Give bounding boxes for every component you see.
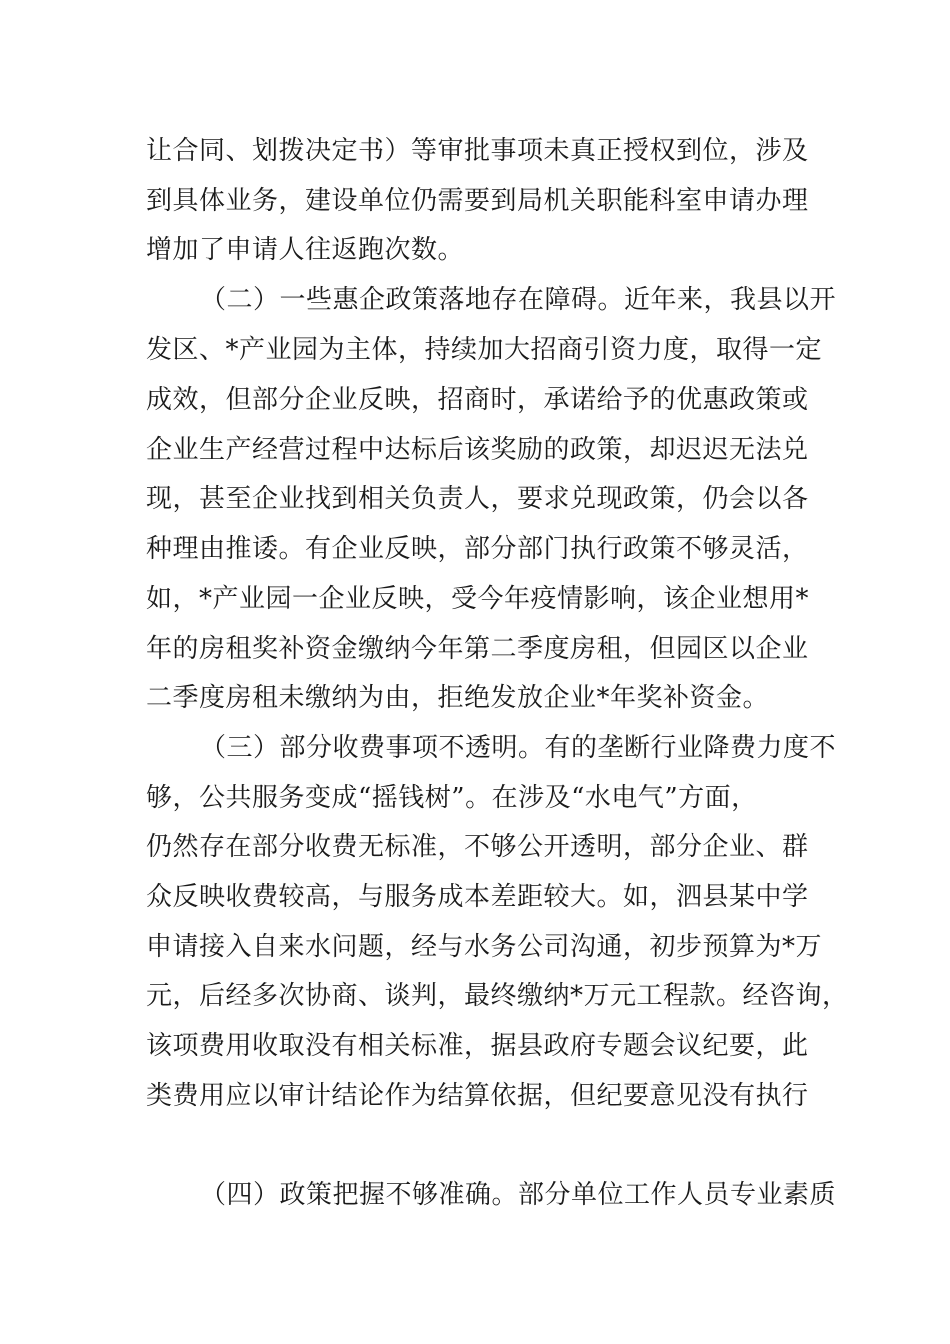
text-line: 年的房租奖补资金缴纳今年第二季度房租，但园区以企业 bbox=[146, 634, 809, 664]
text-line: 到具体业务，建设单位仍需要到局机关职能科室申请办理 bbox=[146, 186, 809, 216]
text-line: 现，甚至企业找到相关负责人，要求兑现政策，仍会以各 bbox=[146, 484, 809, 514]
text-line: 让合同、划拨决定书）等审批事项未真正授权到位，涉及 bbox=[146, 136, 809, 166]
text-line: 成效，但部分企业反映，招商时，承诺给予的优惠政策或 bbox=[146, 385, 809, 415]
text-line: 仍然存在部分收费无标准，不够公开透明，部分企业、群 bbox=[146, 832, 809, 862]
text-line: 企业生产经营过程中达标后该奖励的政策，却迟迟无法兑 bbox=[146, 435, 809, 465]
text-line: 够，公共服务变成“摇钱树”。在涉及“水电气”方面， bbox=[146, 783, 758, 813]
text-line: 类费用应以审计结论作为结算依据，但纪要意见没有执行 bbox=[146, 1081, 809, 1111]
text-line: 二季度房租未缴纳为由，拒绝发放企业*年奖补资金。 bbox=[146, 683, 770, 713]
paragraph-heading-4: （四）政策把握不够准确。部分单位工作人员专业素质 bbox=[200, 1180, 837, 1210]
paragraph-heading-3: （三）部分收费事项不透明。有的垄断行业降费力度不 bbox=[200, 733, 837, 763]
text-line: 众反映收费较高，与服务成本差距较大。如，泗县某中学 bbox=[146, 882, 809, 912]
text-line: 元，后经多次协商、谈判，最终缴纳*万元工程款。经咨询， bbox=[146, 981, 849, 1011]
text-line: 如，*产业园一企业反映，受今年疫情影响，该企业想用* bbox=[146, 584, 810, 614]
paragraph-heading-2: （二）一些惠企政策落地存在障碍。近年来，我县以开 bbox=[200, 285, 837, 315]
text-line: 该项费用收取没有相关标准，据县政府专题会议纪要，此 bbox=[146, 1031, 809, 1061]
text-line: 发区、*产业园为主体，持续加大招商引资力度，取得一定 bbox=[146, 335, 823, 365]
text-line: 种理由推诿。有企业反映，部分部门执行政策不够灵活， bbox=[146, 534, 809, 564]
text-line: 申请接入自来水问题，经与水务公司沟通，初步预算为*万 bbox=[146, 932, 823, 962]
text-line: 增加了申请人往返跑次数。 bbox=[146, 235, 465, 265]
